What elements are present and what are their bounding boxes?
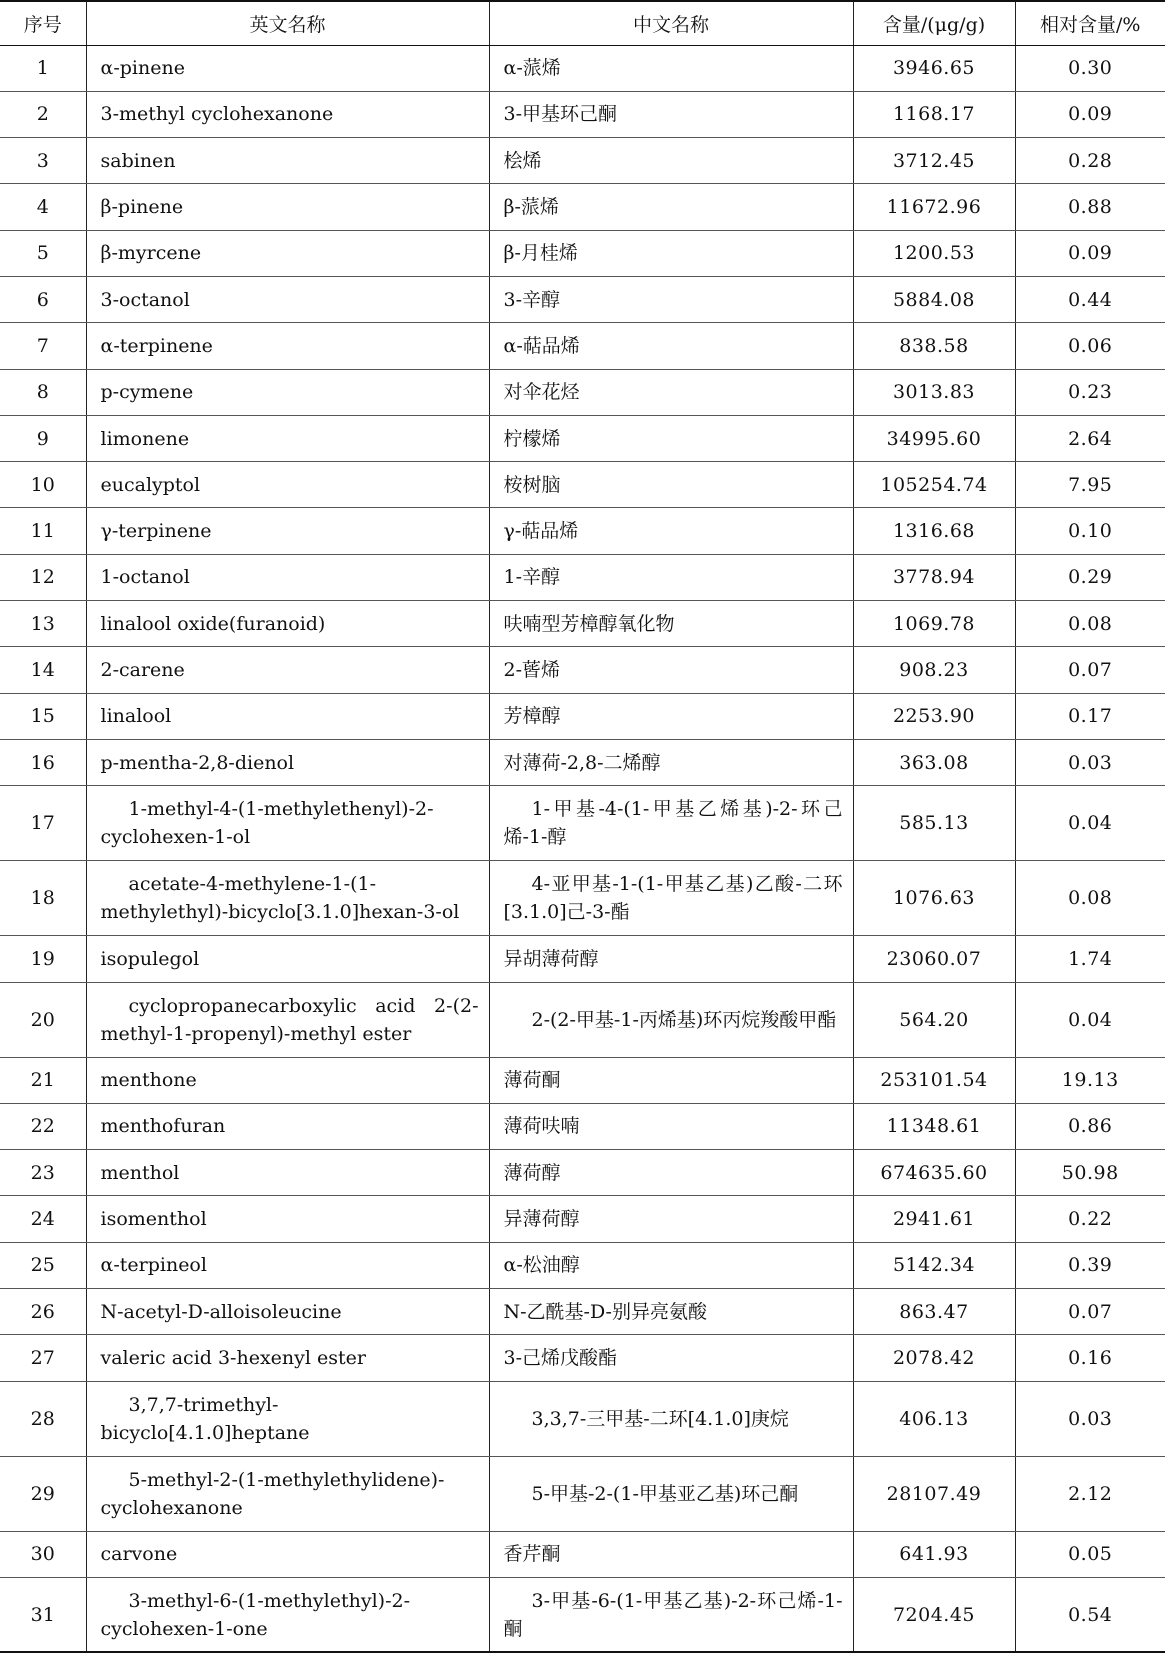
cell-index: 15: [0, 693, 86, 739]
table-row: [0, 276, 1165, 322]
cell-english-name: linalool: [86, 693, 489, 739]
cell-chinese-name: 3,3,7-三甲基-二环[4.1.0]庚烷: [489, 1381, 853, 1456]
cell-index: 18: [0, 861, 86, 936]
cell-chinese-name: 3-甲基环己酮: [489, 91, 853, 137]
cell-english-name: 1-octanol: [86, 554, 489, 600]
cell-relative-content: 0.06: [1015, 323, 1165, 369]
cell-english-name: β-pinene: [86, 184, 489, 230]
cell-content: 1316.68: [853, 508, 1015, 554]
column-header-relative-content: 相对含量/%: [1015, 1, 1165, 45]
cell-content: 5884.08: [853, 276, 1015, 322]
cell-chinese-name: 桉树脑: [489, 462, 853, 508]
cell-index: 2: [0, 91, 86, 137]
cell-index: 29: [0, 1456, 86, 1531]
cell-english-name: sabinen: [86, 138, 489, 184]
cell-content: 3013.83: [853, 369, 1015, 415]
table-row: [0, 693, 1165, 739]
cell-index: 6: [0, 276, 86, 322]
cell-chinese-name: 3-甲基-6-(1-甲基乙基)-2-环己烯-1-酮: [489, 1577, 853, 1652]
cell-relative-content: 0.03: [1015, 1381, 1165, 1456]
table-row: [0, 1335, 1165, 1381]
cell-index: 28: [0, 1381, 86, 1456]
cell-english-name: 1-methyl-4-(1-methylethenyl)-2-cyclohexen-1-ol: [86, 786, 489, 861]
cell-relative-content: 0.88: [1015, 184, 1165, 230]
cell-english-name: p-cymene: [86, 369, 489, 415]
cell-relative-content: 1.74: [1015, 936, 1165, 982]
cell-english-name: menthone: [86, 1057, 489, 1103]
cell-content: 28107.49: [853, 1456, 1015, 1531]
table-row: [0, 1196, 1165, 1242]
cell-english-name: α-terpinene: [86, 323, 489, 369]
cell-index: 14: [0, 647, 86, 693]
table-row: [0, 861, 1165, 936]
table-row: [0, 1531, 1165, 1577]
table-row: [0, 230, 1165, 276]
table-row: [0, 91, 1165, 137]
cell-english-name: p-mentha-2,8-dienol: [86, 739, 489, 785]
column-header-english-name: 英文名称: [86, 1, 489, 45]
cell-index: 19: [0, 936, 86, 982]
cell-index: 11: [0, 508, 86, 554]
cell-content: 2941.61: [853, 1196, 1015, 1242]
cell-index: 21: [0, 1057, 86, 1103]
table-row: [0, 508, 1165, 554]
cell-relative-content: 0.54: [1015, 1577, 1165, 1652]
cell-content: 3946.65: [853, 45, 1015, 91]
cell-relative-content: 7.95: [1015, 462, 1165, 508]
cell-index: 4: [0, 184, 86, 230]
cell-relative-content: 0.07: [1015, 647, 1165, 693]
cell-chinese-name: β-蒎烯: [489, 184, 853, 230]
cell-relative-content: 0.04: [1015, 982, 1165, 1057]
cell-relative-content: 0.08: [1015, 861, 1165, 936]
cell-relative-content: 0.08: [1015, 601, 1165, 647]
cell-content: 406.13: [853, 1381, 1015, 1456]
cell-english-name: valeric acid 3-hexenyl ester: [86, 1335, 489, 1381]
cell-relative-content: 0.10: [1015, 508, 1165, 554]
table-row: [0, 1577, 1165, 1652]
cell-content: 3778.94: [853, 554, 1015, 600]
cell-content: 11672.96: [853, 184, 1015, 230]
table-row: [0, 739, 1165, 785]
cell-chinese-name: 2-(2-甲基-1-丙烯基)环丙烷羧酸甲酯: [489, 982, 853, 1057]
table-row: [0, 369, 1165, 415]
cell-content: 11348.61: [853, 1103, 1015, 1149]
cell-relative-content: 0.07: [1015, 1289, 1165, 1335]
cell-index: 23: [0, 1150, 86, 1196]
cell-chinese-name: 对薄荷-2,8-二烯醇: [489, 739, 853, 785]
column-header-content: 含量/(μg/g): [853, 1, 1015, 45]
cell-english-name: N-acetyl-D-alloisoleucine: [86, 1289, 489, 1335]
cell-index: 22: [0, 1103, 86, 1149]
cell-content: 1069.78: [853, 601, 1015, 647]
cell-content: 105254.74: [853, 462, 1015, 508]
cell-content: 1168.17: [853, 91, 1015, 137]
cell-chinese-name: γ-萜品烯: [489, 508, 853, 554]
table-row: [0, 982, 1165, 1057]
cell-english-name: 3-methyl cyclohexanone: [86, 91, 489, 137]
cell-content: 7204.45: [853, 1577, 1015, 1652]
cell-english-name: menthol: [86, 1150, 489, 1196]
cell-relative-content: 0.28: [1015, 138, 1165, 184]
cell-index: 25: [0, 1242, 86, 1288]
cell-chinese-name: 桧烯: [489, 138, 853, 184]
cell-index: 9: [0, 415, 86, 461]
table-body: [0, 45, 1165, 1652]
cell-index: 30: [0, 1531, 86, 1577]
cell-english-name: acetate-4-methylene-1-(1-methylethyl)-bicyclo[3.1.0]hexan-3-ol: [86, 861, 489, 936]
cell-chinese-name: 芳樟醇: [489, 693, 853, 739]
cell-content: 3712.45: [853, 138, 1015, 184]
cell-english-name: 3-octanol: [86, 276, 489, 322]
table-row: [0, 601, 1165, 647]
cell-index: 3: [0, 138, 86, 184]
cell-english-name: 2-carene: [86, 647, 489, 693]
cell-english-name: α-pinene: [86, 45, 489, 91]
table-row: [0, 1456, 1165, 1531]
cell-chinese-name: 5-甲基-2-(1-甲基亚乙基)环己酮: [489, 1456, 853, 1531]
cell-chinese-name: 1-甲基-4-(1-甲基乙烯基)-2-环己烯-1-醇: [489, 786, 853, 861]
cell-relative-content: 0.04: [1015, 786, 1165, 861]
cell-english-name: γ-terpinene: [86, 508, 489, 554]
cell-relative-content: 0.03: [1015, 739, 1165, 785]
cell-content: 23060.07: [853, 936, 1015, 982]
cell-index: 20: [0, 982, 86, 1057]
cell-relative-content: 0.29: [1015, 554, 1165, 600]
cell-content: 5142.34: [853, 1242, 1015, 1288]
cell-chinese-name: 香芹酮: [489, 1531, 853, 1577]
table-row: [0, 1242, 1165, 1288]
table-row: [0, 323, 1165, 369]
table-row: [0, 936, 1165, 982]
cell-chinese-name: 薄荷酮: [489, 1057, 853, 1103]
cell-english-name: isomenthol: [86, 1196, 489, 1242]
cell-relative-content: 0.22: [1015, 1196, 1165, 1242]
table-row: [0, 184, 1165, 230]
cell-content: 2253.90: [853, 693, 1015, 739]
table-row: [0, 138, 1165, 184]
column-header-index: 序号: [0, 1, 86, 45]
cell-english-name: 5-methyl-2-(1-methylethylidene)-cyclohexanone: [86, 1456, 489, 1531]
cell-relative-content: 0.86: [1015, 1103, 1165, 1149]
cell-chinese-name: 薄荷醇: [489, 1150, 853, 1196]
cell-chinese-name: 3-辛醇: [489, 276, 853, 322]
cell-content: 2078.42: [853, 1335, 1015, 1381]
cell-content: 564.20: [853, 982, 1015, 1057]
cell-index: 24: [0, 1196, 86, 1242]
cell-relative-content: 19.13: [1015, 1057, 1165, 1103]
cell-index: 5: [0, 230, 86, 276]
table-row: [0, 647, 1165, 693]
cell-index: 8: [0, 369, 86, 415]
cell-relative-content: 0.44: [1015, 276, 1165, 322]
table-row: [0, 1289, 1165, 1335]
table-header: [0, 1, 1165, 45]
cell-english-name: linalool oxide(furanoid): [86, 601, 489, 647]
cell-relative-content: 0.17: [1015, 693, 1165, 739]
cell-chinese-name: 薄荷呋喃: [489, 1103, 853, 1149]
cell-index: 1: [0, 45, 86, 91]
cell-content: 585.13: [853, 786, 1015, 861]
cell-index: 26: [0, 1289, 86, 1335]
table-row: [0, 45, 1165, 91]
cell-chinese-name: 2-蒈烯: [489, 647, 853, 693]
cell-index: 27: [0, 1335, 86, 1381]
cell-chinese-name: 异薄荷醇: [489, 1196, 853, 1242]
cell-chinese-name: 1-辛醇: [489, 554, 853, 600]
table-row: [0, 462, 1165, 508]
table-row: [0, 1103, 1165, 1149]
cell-content: 1076.63: [853, 861, 1015, 936]
cell-english-name: 3-methyl-6-(1-methylethyl)-2-cyclohexen-1-one: [86, 1577, 489, 1652]
cell-content: 863.47: [853, 1289, 1015, 1335]
table-row: [0, 1057, 1165, 1103]
cell-index: 31: [0, 1577, 86, 1652]
cell-english-name: isopulegol: [86, 936, 489, 982]
cell-content: 363.08: [853, 739, 1015, 785]
cell-index: 10: [0, 462, 86, 508]
cell-english-name: β-myrcene: [86, 230, 489, 276]
cell-chinese-name: 4-亚甲基-1-(1-甲基乙基)乙酸-二环[3.1.0]己-3-酯: [489, 861, 853, 936]
cell-chinese-name: 柠檬烯: [489, 415, 853, 461]
table-row: [0, 554, 1165, 600]
header-row: [0, 1, 1165, 45]
cell-english-name: cyclopropanecarboxylic acid 2-(2-methyl-1-propenyl)-methyl ester: [86, 982, 489, 1057]
cell-index: 17: [0, 786, 86, 861]
cell-english-name: menthofuran: [86, 1103, 489, 1149]
cell-english-name: eucalyptol: [86, 462, 489, 508]
cell-content: 838.58: [853, 323, 1015, 369]
cell-english-name: α-terpineol: [86, 1242, 489, 1288]
cell-relative-content: 0.09: [1015, 230, 1165, 276]
cell-relative-content: 2.64: [1015, 415, 1165, 461]
cell-relative-content: 0.23: [1015, 369, 1165, 415]
cell-chinese-name: β-月桂烯: [489, 230, 853, 276]
cell-english-name: carvone: [86, 1531, 489, 1577]
cell-relative-content: 0.39: [1015, 1242, 1165, 1288]
cell-chinese-name: N-乙酰基-D-别异亮氨酸: [489, 1289, 853, 1335]
cell-index: 13: [0, 601, 86, 647]
cell-chinese-name: 对伞花烃: [489, 369, 853, 415]
cell-relative-content: 0.09: [1015, 91, 1165, 137]
cell-chinese-name: α-蒎烯: [489, 45, 853, 91]
cell-content: 253101.54: [853, 1057, 1015, 1103]
cell-index: 12: [0, 554, 86, 600]
table-row: [0, 786, 1165, 861]
cell-relative-content: 2.12: [1015, 1456, 1165, 1531]
column-header-chinese-name: 中文名称: [489, 1, 853, 45]
cell-english-name: 3,7,7-trimethyl-bicyclo[4.1.0]heptane: [86, 1381, 489, 1456]
cell-relative-content: 50.98: [1015, 1150, 1165, 1196]
cell-content: 641.93: [853, 1531, 1015, 1577]
cell-relative-content: 0.05: [1015, 1531, 1165, 1577]
cell-content: 1200.53: [853, 230, 1015, 276]
table-row: [0, 1150, 1165, 1196]
table-row: [0, 1381, 1165, 1456]
cell-content: 908.23: [853, 647, 1015, 693]
cell-relative-content: 0.30: [1015, 45, 1165, 91]
cell-chinese-name: 异胡薄荷醇: [489, 936, 853, 982]
table-row: [0, 415, 1165, 461]
cell-english-name: limonene: [86, 415, 489, 461]
cell-chinese-name: α-松油醇: [489, 1242, 853, 1288]
cell-index: 7: [0, 323, 86, 369]
cell-relative-content: 0.16: [1015, 1335, 1165, 1381]
cell-content: 34995.60: [853, 415, 1015, 461]
cell-index: 16: [0, 739, 86, 785]
cell-chinese-name: 呋喃型芳樟醇氧化物: [489, 601, 853, 647]
cell-chinese-name: α-萜品烯: [489, 323, 853, 369]
cell-content: 674635.60: [853, 1150, 1015, 1196]
cell-chinese-name: 3-己烯戊酸酯: [489, 1335, 853, 1381]
